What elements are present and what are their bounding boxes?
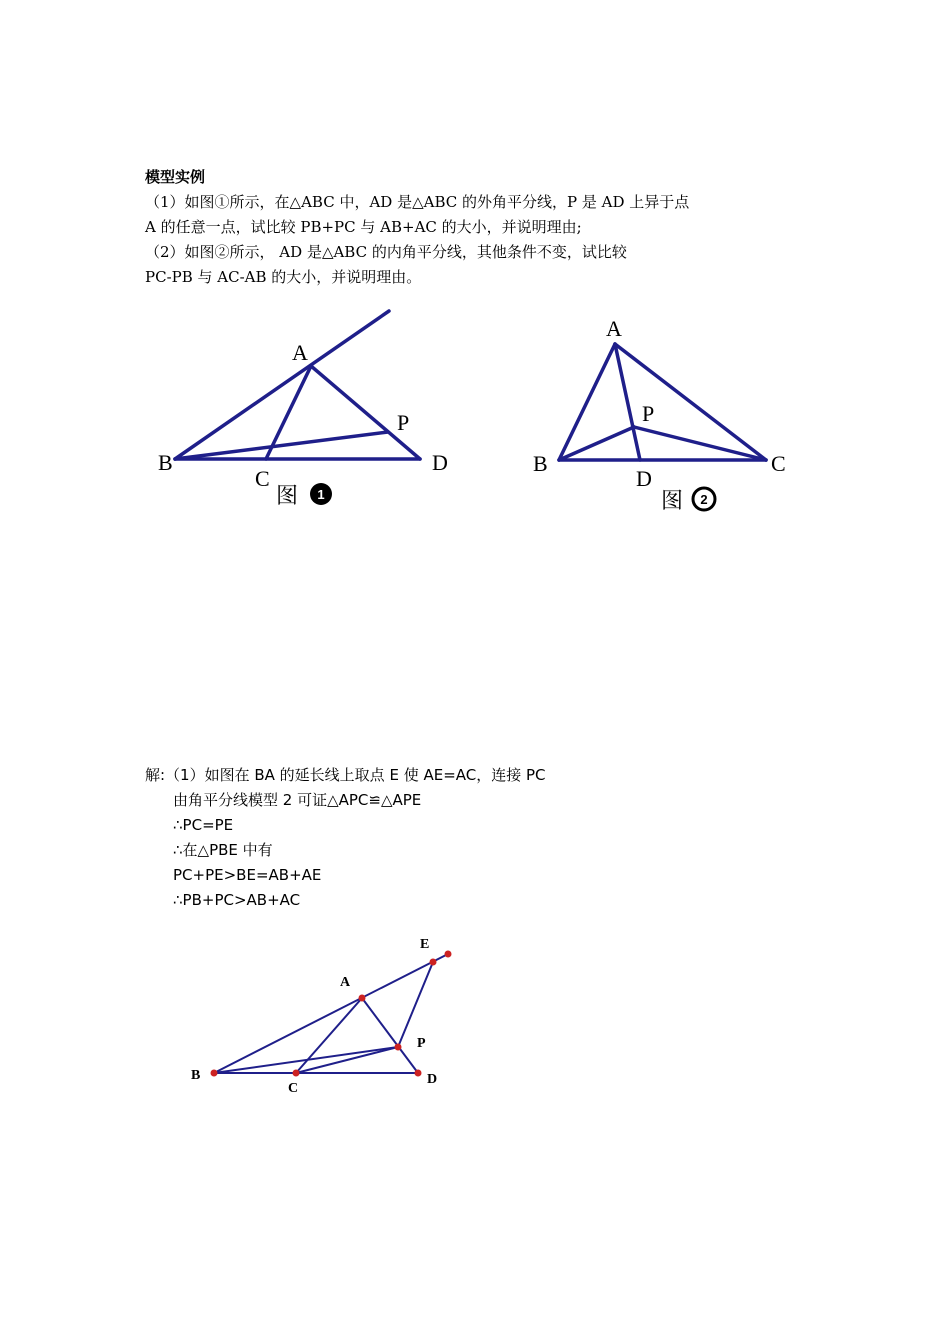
- fig1-label-p: P: [397, 410, 410, 435]
- figure-1: [175, 311, 420, 459]
- solution-line-1: 解:（1）如图在 BA 的延长线上取点 E 使 AE=AC，连接 PC: [145, 766, 546, 784]
- fig1-caption: 图: [276, 484, 299, 509]
- fig2-label-a: A: [606, 316, 622, 341]
- line-be: [214, 954, 448, 1073]
- fig2-caption: 图: [661, 489, 684, 514]
- fig3-label-c: C: [288, 1081, 299, 1096]
- fig1-label-b: B: [158, 450, 173, 475]
- point-b: [211, 1070, 218, 1077]
- line-cp: [296, 1047, 398, 1073]
- problem-line-4: PC-PB 与 AC-AB 的大小，并说明理由。: [145, 268, 422, 286]
- fig2-label-b: B: [533, 451, 548, 476]
- line-ad: [362, 998, 418, 1073]
- line-bp: [559, 427, 634, 460]
- line-bp: [214, 1047, 398, 1073]
- solution-line-4: ∴在△PBE 中有: [173, 841, 273, 859]
- fig2-label-p: P: [642, 401, 655, 426]
- fig3-label-e: E: [420, 937, 430, 952]
- line-ab: [559, 344, 615, 460]
- point-ext: [445, 951, 452, 958]
- line-pe: [398, 962, 433, 1047]
- section-title: 模型实例: [145, 168, 206, 186]
- fig2-label-d: D: [636, 466, 652, 491]
- solution-line-2: 由角平分线模型 2 可证△APC≌△APE: [173, 791, 422, 809]
- figure-3: [214, 954, 448, 1073]
- fig1-label-c: C: [255, 466, 270, 491]
- problem-line-3: （2）如图②所示， AD 是△ABC 的内角平分线，其他条件不变，试比较: [145, 243, 627, 261]
- fig3-label-b: B: [191, 1068, 201, 1083]
- fig1-label-d: D: [432, 450, 448, 475]
- fig2-circled-number-text: 2: [700, 492, 708, 507]
- fig3-label-p: P: [417, 1036, 426, 1051]
- problem-line-2: A 的任意一点，试比较 PB+PC 与 AB+AC 的大小，并说明理由;: [145, 218, 582, 236]
- fig3-label-d: D: [427, 1072, 438, 1087]
- fig3-label-a: A: [340, 975, 351, 990]
- solution-line-5: PC+PE>BE=AB+AE: [173, 866, 322, 884]
- point-e: [430, 959, 437, 966]
- point-p: [395, 1044, 402, 1051]
- point-d: [415, 1070, 422, 1077]
- point-c: [293, 1070, 300, 1077]
- solution-line-6: ∴PB+PC>AB+AC: [173, 891, 301, 909]
- point-a: [359, 995, 366, 1002]
- fig2-label-c: C: [771, 451, 786, 476]
- figure-2: [559, 344, 766, 460]
- fig1-circled-number-text: 1: [317, 487, 325, 502]
- problem-figures: [0, 0, 950, 560]
- figure-3-points: [211, 951, 452, 1077]
- line-ac: [296, 998, 362, 1073]
- solution-line-3: ∴PC=PE: [173, 816, 234, 834]
- fig1-label-a: A: [292, 340, 308, 365]
- problem-line-1: （1）如图①所示，在△ABC 中，AD 是△ABC 的外角平分线，P 是 AD 上异于点: [145, 193, 690, 211]
